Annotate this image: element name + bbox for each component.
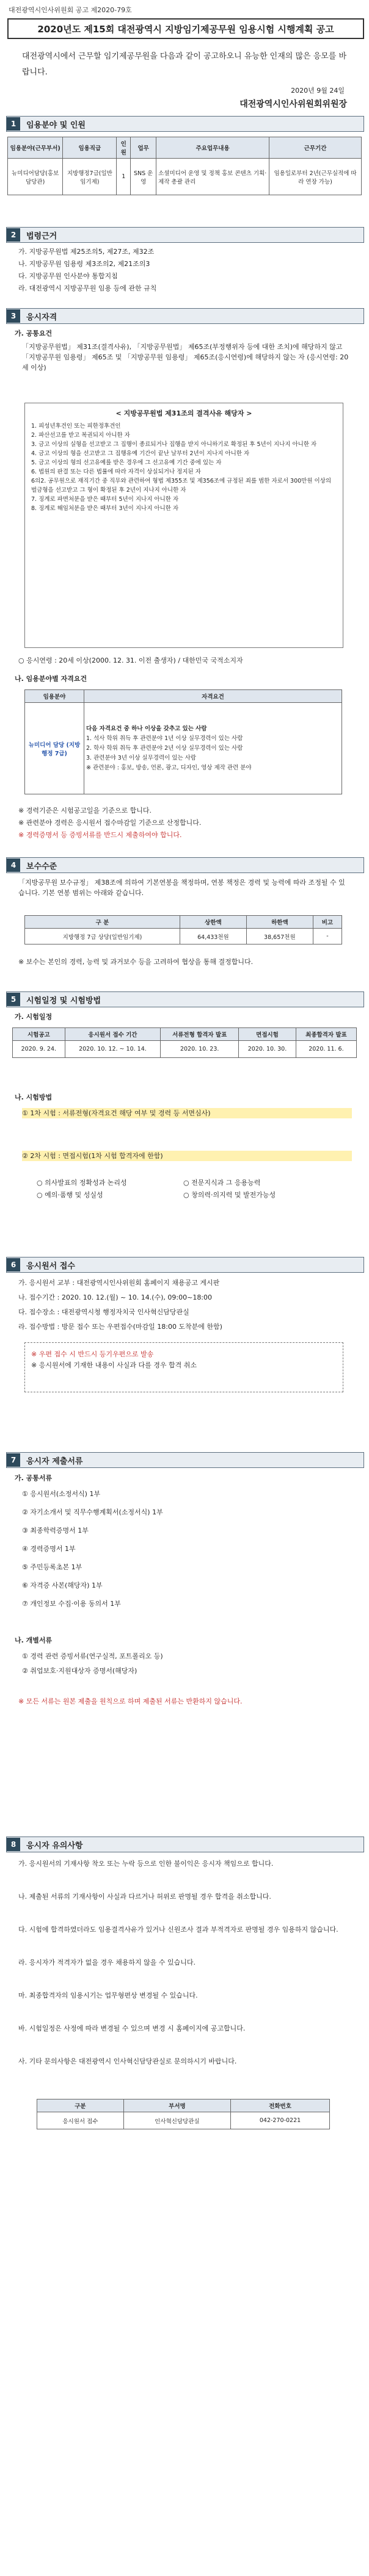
law-item: 가. 지방공무원법 제25조의5, 제27조, 제32조 — [18, 248, 155, 256]
section-4-header — [6, 857, 364, 873]
box-item: 5. 금고 이상의 형의 선고유예를 받은 경우에 그 선고유예 기간 중에 있는 자 — [31, 459, 222, 466]
notice-org: 대전광역시인사위원회위원장 — [239, 99, 347, 109]
age-requirement: ○ 응시연령 : 20세 이상(2000. 12. 31. 이전 출생자) / 대한민국 국적소지자 — [18, 657, 243, 664]
table-cell: 지방행정7급(일반임기제) — [63, 159, 117, 195]
table-cell: 2020. 10. 30. — [239, 1041, 296, 1058]
section-number: 4 — [7, 858, 20, 872]
apply-note: ※ 응시원서에 기재한 내용이 사실과 다를 경우 합격 취소 — [31, 1361, 197, 1369]
table-header: 면접시험 — [239, 1028, 296, 1041]
notice-item: 마. 최종합격자의 임용시기는 업무형편상 변경될 수 있습니다. — [18, 1991, 198, 1999]
section-number: 2 — [7, 228, 20, 242]
table-header: 임용분야(근무부서) — [8, 137, 63, 159]
apply-line: 다. 접수장소 : 대전광역시청 행정자치국 인사혁신담당관실 — [18, 1308, 189, 1316]
table-header: 서류전형 합격자 발표 — [161, 1028, 239, 1041]
section-number: 7 — [7, 1453, 20, 1467]
subsection-title: 나. 임용분야별 자격요건 — [15, 675, 87, 683]
requirement-table — [24, 689, 342, 794]
table-cell: 2020. 9. 24. — [13, 1041, 65, 1058]
table-header: 자격요건 — [84, 690, 342, 703]
apply-note: ※ 우편 접수 시 반드시 등기우편으로 발송 — [31, 1350, 154, 1358]
doc-number: 대전광역시인사위원회 공고 제2020-79호 — [9, 6, 132, 14]
criteria-item: ○ 전문지식과 그 응용능력 — [183, 1179, 261, 1187]
table-header: 주요업무내용 — [156, 137, 269, 159]
section-label: 응시자격 — [26, 312, 57, 322]
notice-date: 2020년 9월 24일 — [291, 87, 345, 95]
box-item: 7. 징계로 파면처분을 받은 때부터 5년이 지나지 아니한 자 — [31, 496, 179, 503]
table-cell: 소셜미디어 운영 및 정책 홍보 콘텐츠 기획·제작 총괄 관리 — [156, 159, 269, 195]
apply-note-box — [24, 1342, 343, 1392]
section-5-header — [6, 991, 364, 1007]
table-cell: 64,433천원 — [180, 929, 246, 944]
table-cell: 지방행정 7급 상당(일반임기제) — [25, 929, 180, 944]
section-number: 8 — [7, 1838, 20, 1851]
section-6-header — [6, 1257, 364, 1273]
method-step: ② 2차 시험 : 면접시험(1차 시험 합격자에 한함) — [22, 1151, 352, 1161]
table-header: 구분 — [37, 2099, 124, 2112]
disqualification-box — [24, 403, 343, 648]
table-cell: 임용일로부터 2년(근무실적에 따라 연장 가능) — [269, 159, 362, 195]
table-header: 전화번호 — [231, 2099, 330, 2112]
pay-note: ※ 보수는 본인의 경력, 능력 및 과거보수 등을 고려하여 협상을 통해 결정합니다. — [18, 958, 254, 966]
apply-line: 라. 접수방법 : 방문 접수 또는 우편접수(마감일 18:00 도착분에 한함) — [18, 1323, 222, 1331]
doc-note: ※ 모든 서류는 원본 제출을 원칙으로 하며 제출된 서류는 반환하지 않습니다. — [18, 1697, 243, 1705]
notice-item: 라. 응시자가 적격자가 없을 경우 채용하지 않을 수 있습니다. — [18, 1959, 195, 1966]
law-item: 다. 지방공무원 인사분야 통합지침 — [18, 272, 118, 280]
table-header: 인원 — [117, 137, 131, 159]
apply-line: 나. 접수기간 : 2020. 10. 12.(월) ~ 10. 14.(수), 09:00~18:00 — [18, 1293, 213, 1301]
section-2-header — [6, 227, 364, 243]
table-header: 구 분 — [25, 916, 180, 929]
doc-item: ③ 최종학력증명서 1부 — [22, 1527, 89, 1534]
section-label: 응시자 유의사항 — [26, 1841, 83, 1851]
doc-item: ⑤ 주민등록초본 1부 — [22, 1563, 82, 1571]
table-cell: - — [313, 929, 342, 944]
contact-table — [37, 2099, 330, 2129]
notice-item: 바. 시험일정은 사정에 따라 변경될 수 있으며 변경 시 홈페이지에 공고합니다. — [18, 2024, 246, 2032]
subsection-title: 나. 개별서류 — [15, 1636, 53, 1644]
req-item: ※ 관련분야 : 홍보, 방송, 언론, 광고, 디자인, 영상 제작 관련 분야 — [86, 764, 252, 771]
box-item: 8. 징계로 해임처분을 받은 때부터 3년이 지나지 아니한 자 — [31, 505, 179, 512]
table-header: 시험공고 — [13, 1028, 65, 1041]
section-number: 1 — [7, 117, 20, 131]
recruit-table — [7, 137, 362, 195]
doc-item: ② 취업보호·지원대상자 증명서(해당자) — [22, 1667, 137, 1675]
pay-body: 「지방공무원 보수규정」 제38조에 의하여 기본연봉을 책정하며, 연봉 책정은 경력 및 능력에 따라 조정될 수 있습니다. 기본 연봉 범위는 아래와 같습니다. — [18, 879, 345, 897]
section-label: 보수수준 — [26, 862, 57, 871]
req-item: 1. 석사 학위 취득 후 관련분야 1년 이상 실무경력이 있는 사람 — [86, 735, 243, 742]
law-item: 라. 대전광역시 지방공무원 임용 등에 관한 규칙 — [18, 284, 157, 292]
table-cell: 1 — [117, 159, 131, 195]
section-label: 법령근거 — [26, 231, 57, 241]
note: ※ 경력증명서 등 증빙서류를 반드시 제출하여야 합니다. — [18, 831, 182, 839]
criteria-item: ○ 창의력·의지력 및 발전가능성 — [183, 1191, 276, 1199]
box-item: 3. 금고 이상의 실형을 선고받고 그 집행이 종료되거나 집행을 받지 아니하기로 확정된 후 5년이 지나지 아니한 자 — [31, 441, 317, 448]
box-item: 2. 파산선고를 받고 복권되지 아니한 자 — [31, 432, 130, 439]
table-header: 업무 — [131, 137, 156, 159]
subsection-title: 나. 시험방법 — [15, 1093, 53, 1101]
notice-item: 다. 시험에 합격하였더라도 임용결격사유가 있거나 신원조사 결과 부적격자로 판명될 경우 임용하지 않습니다. — [18, 1926, 338, 1934]
req-item: 2. 학사 학위 취득 후 관련분야 2년 이상 실무경력이 있는 사람 — [86, 744, 243, 752]
law-item: 나. 지방공무원 임용령 제3조의2, 제21조의3 — [18, 260, 150, 268]
section-label: 응시원서 접수 — [26, 1261, 75, 1271]
section-number: 6 — [7, 1258, 20, 1272]
section-number: 5 — [7, 993, 20, 1006]
table-cell: 뉴미디어담당(홍보담당관) — [8, 159, 63, 195]
section-3-header — [6, 308, 364, 324]
apply-line: 가. 응시원서 교부 : 대전광역시인사위원회 홈페이지 채용공고 게시판 — [18, 1279, 220, 1287]
doc-item: ⑥ 자격증 사본(해당자) 1부 — [22, 1581, 103, 1589]
table-cell: 인사혁신담당관실 — [123, 2112, 230, 2129]
doc-item: ① 응시원서(소정서식) 1부 — [22, 1490, 101, 1498]
section-label: 응시자 제출서류 — [26, 1456, 83, 1466]
section-number: 3 — [7, 309, 20, 323]
table-cell: 2020. 10. 23. — [161, 1041, 239, 1058]
subsection-title: 가. 공통요건 — [15, 329, 53, 337]
doc-item: ① 경력 관련 증빙서류(연구실적, 포트폴리오 등) — [22, 1652, 163, 1660]
section-label: 임용분야 및 인원 — [26, 120, 86, 130]
box-title: < 지방공무원법 제31조의 결격사유 해당자 > — [115, 409, 252, 417]
notice-item: 사. 기타 문의사항은 대전광역시 인사혁신담당관실로 문의하시기 바랍니다. — [18, 2057, 237, 2065]
table-cell: SNS 운영 — [131, 159, 156, 195]
pay-table — [24, 915, 342, 944]
box-item: 4. 금고 이상의 형을 선고받고 그 집행유예 기간이 끝난 날부터 2년이 지나지 아니한 자 — [31, 450, 250, 457]
table-cell: 뉴미디어 담당 (지방행정 7급) — [25, 703, 84, 794]
table-header: 부서명 — [123, 2099, 230, 2112]
section-8-header — [6, 1837, 364, 1852]
table-header: 하한액 — [246, 916, 313, 929]
subsection-title: 가. 공통서류 — [15, 1474, 53, 1482]
table-cell: 2020. 11. 6. — [296, 1041, 356, 1058]
table-header: 비고 — [313, 916, 342, 929]
doc-item: ② 자기소개서 및 직무수행계획서(소정서식) 1부 — [22, 1508, 163, 1516]
note: ※ 관련분야 경력은 응시원서 접수마감일 기준으로 산정합니다. — [18, 819, 202, 827]
page-title: 2020년도 제15회 대전광역시 지방임기제공무원 임용시험 시행계획 공고 — [7, 18, 364, 39]
qual-body: 「지방공무원법」 제31조(결격사유), 「지방공무원법」 제65조(부정행위자 등에 대한 조치)에 해당하지 않고 「지방공무원 임용령」 제65조 및 「지방공무원 임용령」 제65조(응시연령)에 해당하지 않는 자 (응시연령: 20세 이상) — [22, 343, 349, 372]
doc-item: ④ 경력증명서 1부 — [22, 1545, 76, 1553]
section-7-header — [6, 1452, 364, 1468]
table-cell: 응시원서 접수 — [37, 2112, 124, 2129]
notice-item: 가. 응시원서의 기재사항 착오 또는 누락 등으로 인한 불이익은 응시자 책임으로 합니다. — [18, 1860, 274, 1868]
box-item: 1. 피성년후견인 또는 피한정후견인 — [31, 423, 121, 430]
schedule-table — [12, 1027, 357, 1058]
note: ※ 경력기준은 시험공고일을 기준으로 합니다. — [18, 807, 152, 815]
doc-item: ⑦ 개인정보 수집·이용 동의서 1부 — [22, 1600, 121, 1608]
table-header: 근무기간 — [269, 137, 362, 159]
subsection-title: 가. 시험일정 — [15, 1013, 53, 1021]
table-header: 최종합격자 발표 — [296, 1028, 356, 1041]
table-cell: 38,657천원 — [246, 929, 313, 944]
req-item: 3. 관련분야 3년 이상 실무경력이 있는 사람 — [86, 754, 197, 761]
table-header: 응시원서 접수 기간 — [65, 1028, 161, 1041]
notice-item: 나. 제출된 서류의 기재사항이 사실과 다르거나 허위로 판명될 경우 합격을 취소합니다. — [18, 1893, 271, 1901]
table-header: 임용분야 — [25, 690, 84, 703]
table-header: 임용직급 — [63, 137, 117, 159]
table-header: 상한액 — [180, 916, 246, 929]
section-label: 시험일정 및 시험방법 — [26, 996, 101, 1006]
box-item: 6. 법원의 판결 또는 다른 법률에 따라 자격이 상실되거나 정지된 자 — [31, 469, 201, 475]
method-step: ① 1차 시험 : 서류전형(자격요건 해당 여부 및 경력 등 서면심사) — [22, 1108, 352, 1118]
box-item: 6의2. 공무원으로 재직기간 중 직무와 관련하여 형법 제355조 및 제356조에 규정된 죄를 범한 자로서 300만원 이상의 벌금형을 선고받고 그 형이 확정된 후 2년이 지나지 아니한 자 — [31, 478, 332, 494]
criteria-item: ○ 의사발표의 정확성과 논리성 — [37, 1179, 127, 1187]
section-1-header — [6, 116, 364, 132]
criteria-item: ○ 예의·품행 및 성실성 — [37, 1191, 103, 1199]
table-cell: 2020. 10. 12. ~ 10. 14. — [65, 1041, 161, 1058]
table-cell: 042-270-0221 — [231, 2112, 330, 2129]
req-item: 다음 자격요건 중 하나 이상을 갖추고 있는 사람 — [86, 725, 207, 732]
intro-text: 대전광역시에서 근무할 임기제공무원을 다음과 같이 공고하오니 유능한 인재의 많은 응모를 바랍니다. — [22, 52, 347, 77]
